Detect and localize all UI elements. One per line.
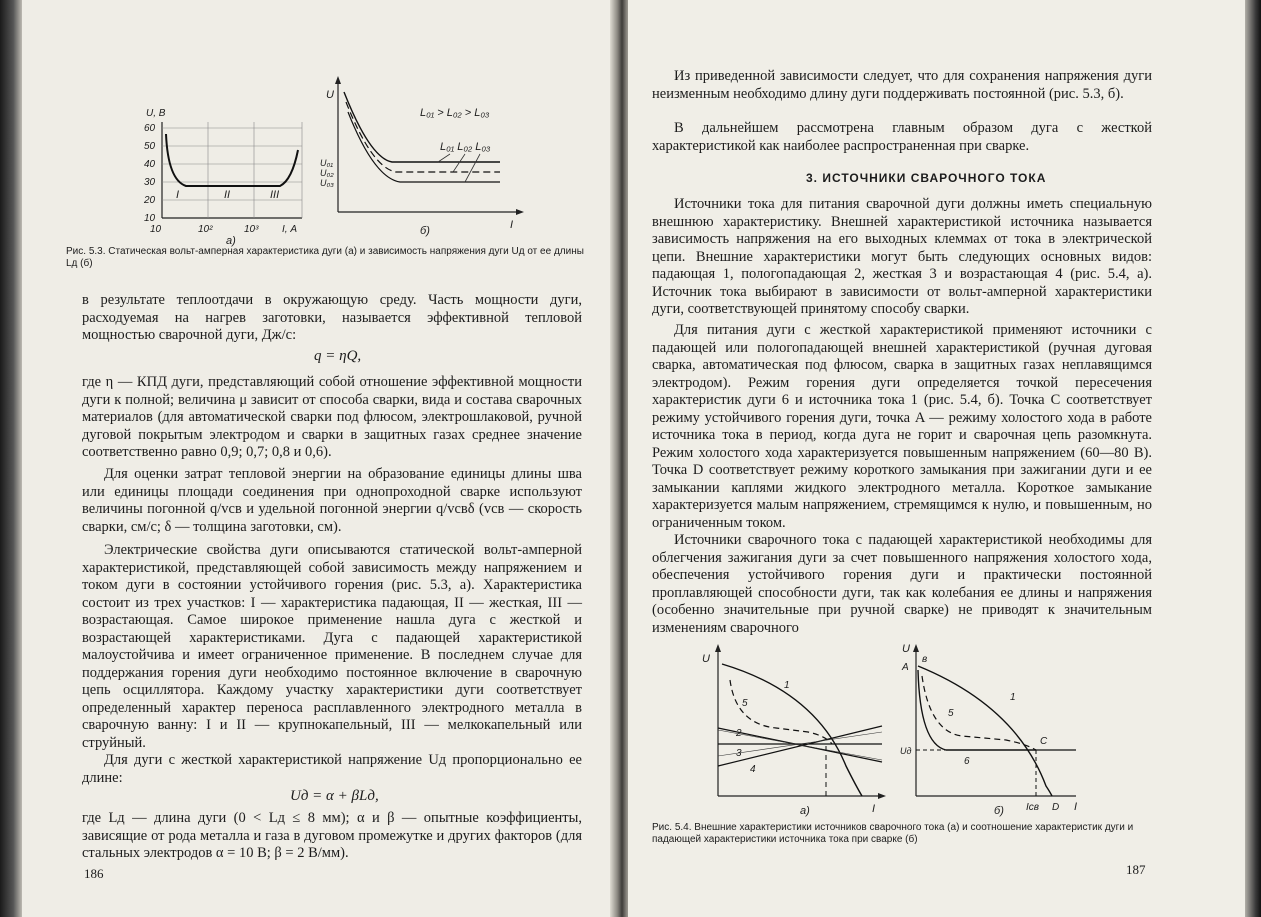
left-paragraph-2: где η — КПД дуги, представляющий собой отношение эффективной мощности дуги к полной; величина μ зависит от способа сварки, вида и состава сварочных материалов (для автоматической сварки под флюсом, электрошлаковой, ручной дуговой покрытым электродом и сварки в защитных газах среднее значение соответственно равно 0,9; 0,7; 0,8 и 0,6). <box>82 374 582 460</box>
right-paragraph-2: В дальнейшем рассмотрена главным образом дуга с жесткой характеристикой как наиболее распространенная при сварке. <box>652 120 1152 154</box>
figure-5-4-caption: Рис. 5.4. Внешние характеристики источников сварочного тока (а) и соотношение характеристик дуги и падающей характеристики источника тока при сварке (б) <box>652 822 1134 845</box>
left-paragraph-3: Для оценки затрат тепловой энергии на образование единицы длины шва или единицы площади соединения при однопроходной сварке используют величины погонной q/vсв и удельной погонной энергии q/vсвδ (vсв — скорость сварки, см/с; δ — толщина заготовки, см). <box>82 466 582 535</box>
fig54a-axis-y-label: U <box>702 653 710 665</box>
fig54b-point-a: A <box>902 662 909 673</box>
fig54a-sublabel: а) <box>800 805 810 817</box>
fig54b-curve-label: 1 <box>1010 692 1016 703</box>
fig54b-axis-x-label: I <box>1074 801 1078 813</box>
fig53a-xtick: 10² <box>198 224 213 235</box>
right-paragraph-4: Для питания дуги с жесткой характеристикой применяют источники с падающей или пологопадающей внешней характеристикой (ручная дуговая сварка, автоматическая под флюсом, сварка в защитных газах неплавящимся электродом). Режим горения дуги определяется точкой пересечения характеристик дуги 6 и источника тока 1 (рис. 5.4, б). Точка C соответствует режиму устойчивого горения дуги, точка A — режиму холостого хода в работе источника тока в период, когда дуга не горит и сварочная цепь разомкнута. Режим холостого хода характеризуется повышенным напряжением (60—80 В). Точка D соответствует режиму короткого замыкания при зажигании дуги и ее замыкании каплями жидкого электродного металла. Короткое замыкание характеризуется малым напряжением, стремящимся к нулю, и повышенным, но ограниченным током. <box>652 322 1152 531</box>
fig53a-sublabel: а) <box>226 235 236 247</box>
fig54b-current-label: Iсв <box>1026 802 1039 813</box>
fig54a-curve-1 <box>722 664 862 796</box>
fig53b-sublabel: б) <box>420 225 430 237</box>
fig53a-xtick: 10³ <box>244 224 259 235</box>
fig53a-section-label: II <box>224 189 231 201</box>
book-edge-left <box>0 0 22 917</box>
figure-5-4a <box>702 644 886 817</box>
fig53a-axis-y-label: U, В <box>146 108 166 119</box>
fig53b-axis-y-label: U <box>326 89 334 101</box>
fig54b-sublabel: б) <box>994 805 1004 817</box>
fig53a-section-label: III <box>270 189 280 201</box>
fig54b-curve-label: 6 <box>964 756 970 767</box>
fig53a-ytick: 10 <box>144 213 156 224</box>
left-paragraph-6: где Lд — длина дуги (0 < Lд ≤ 8 мм); α и β — опытные коэффициенты, зависящие от рода металла и газа в дуговом промежутке и других факторов (для стальных электродов α = 10 В; β = 2 В/мм). <box>82 810 582 861</box>
figure-5-3-caption: Рис. 5.3. Статическая вольт-амперная характеристика дуги (а) и зависимость напряжения дуги Uд от ее длины Lд (б) <box>66 246 584 269</box>
right-paragraph-5: Источники сварочного тока с падающей характеристикой необходимы для облегчения зажигания дуги за счет повышенного напряжения холостого хода, обеспечения устойчивого горения дуги и практически постоянной проплавляющей способности дуги, так как колебания ее длины и напряжения (особенно значительные при ручной сварке) не приводят к значительным изменениям сварочного <box>652 532 1152 636</box>
figure-5-4 <box>696 636 1096 818</box>
fig53a-arc-curve <box>166 134 298 186</box>
left-paragraph-4: Электрические свойства дуги описываются статической вольт-амперной характеристикой, представляющей собой зависимость между напряжением и током дуги в состоянии устойчивого горения (рис. 5.3, а). Характеристика состоит из трех участков: I — характеристика падающая, II — жесткая, III — возрастающая. Самое широкое применение нашла дуга с жесткой и возрастающей характеристиками. Дуга с падающей характеристикой малоустойчива и имеет ограниченное применение. В последнем случае для поддержания горения дуги необходимо постоянное включение в сварочную цепь осциллятора. Каждому участку характеристики дуги соответствует определенный характер переноса расплавленного электродного металла в сварочную ванну: I и II — крупнокапельный, III — мелкокапельный или струйный. <box>82 542 582 751</box>
fig54a-curve-label: 2 <box>736 728 742 739</box>
fig54b-curve-1 <box>918 666 1052 796</box>
fig53a-xtick: I, А <box>282 224 298 235</box>
fig54b-axis-y-label: U <box>902 643 910 655</box>
left-paragraph-5: Для дуги с жесткой характеристикой напряжение Uд пропорционально ее длине: <box>82 752 582 786</box>
fig54a-axis-x-label: I <box>872 803 876 815</box>
figure-5-3b <box>320 76 524 237</box>
fig53b-curve-labels: L₀₁ L₀₂ L₀₃ <box>440 141 491 153</box>
right-page <box>628 0 1245 917</box>
fig53a-xtick: 10 <box>150 224 162 235</box>
right-page-number: 187 <box>1126 862 1146 877</box>
fig54a-curve-label: 1 <box>784 680 790 691</box>
fig54b-point-d: D <box>1052 802 1060 813</box>
fig54a-curve-label: 3 <box>736 748 742 759</box>
figure-5-3a <box>143 108 302 247</box>
right-paragraph-3: Источники тока для питания сварочной дуги должны иметь специальную внешнюю характеристику. Внешней характеристикой источника называется зависимость напряжения на его выходных клеммах от тока в электрической цепи. Внешние характеристики могут быть следующих основных видов: падающая 1, пологопадающая 2, жесткая 3 и возрастающая 4 (рис. 5.4, а). Источник тока выбирают в зависимости от вольт-амперной характеристики дуги, соответствующей принятому способу сварки. <box>652 196 1152 317</box>
left-paragraph-1: в результате теплоотдачи в окружающую среду. Часть мощности дуги, расходуемая на нагрев заготовки, называется эффективной тепловой мощностью сварочной дуги, Дж/с: <box>82 292 582 343</box>
fig53b-level-label: U₀₁ <box>320 158 334 168</box>
fig53b-level-label: U₀₂ <box>320 168 334 178</box>
fig54a-line-4 <box>718 726 882 766</box>
fig53a-ytick: 50 <box>144 141 156 152</box>
fig53a-ytick: 20 <box>144 195 156 206</box>
book-edge-right <box>1243 0 1261 917</box>
fig54a-curve-label: 4 <box>750 764 756 775</box>
formula-q-eta-Q: q = ηQ, <box>314 348 362 364</box>
left-page <box>22 0 616 917</box>
fig54b-curve-5 <box>922 676 1036 750</box>
figure-5-3 <box>120 72 570 252</box>
fig53b-relation-label: L₀₁ > L₀₂ > L₀₃ <box>420 107 490 119</box>
fig54b-point-c: C <box>1040 736 1048 747</box>
fig54b-level-label: Uд <box>900 746 912 756</box>
fig54b-curve-label: 5 <box>948 708 954 719</box>
fig53b-level-label: U₀₃ <box>320 178 334 188</box>
left-page-number: 186 <box>84 866 104 881</box>
fig53b-axis-x-label: I <box>510 219 514 231</box>
formula-Ud: Uд = α + βLд, <box>290 788 379 804</box>
fig53a-section-label: I <box>176 189 180 201</box>
fig54a-curve-label: 5 <box>742 698 748 709</box>
fig53a-ytick: 40 <box>144 159 156 170</box>
fig53a-ytick: 30 <box>144 177 156 188</box>
fig54b-top-label: в <box>922 654 928 665</box>
fig53a-ytick: 60 <box>144 123 156 134</box>
right-paragraph-1: Из приведенной зависимости следует, что для сохранения напряжения дуги неизменным необходимо длину дуги поддерживать постоянной (рис. 5.3, б). <box>652 68 1152 102</box>
section-heading: 3. ИСТОЧНИКИ СВАРОЧНОГО ТОКА <box>806 171 1047 185</box>
figure-5-4b <box>900 643 1077 817</box>
